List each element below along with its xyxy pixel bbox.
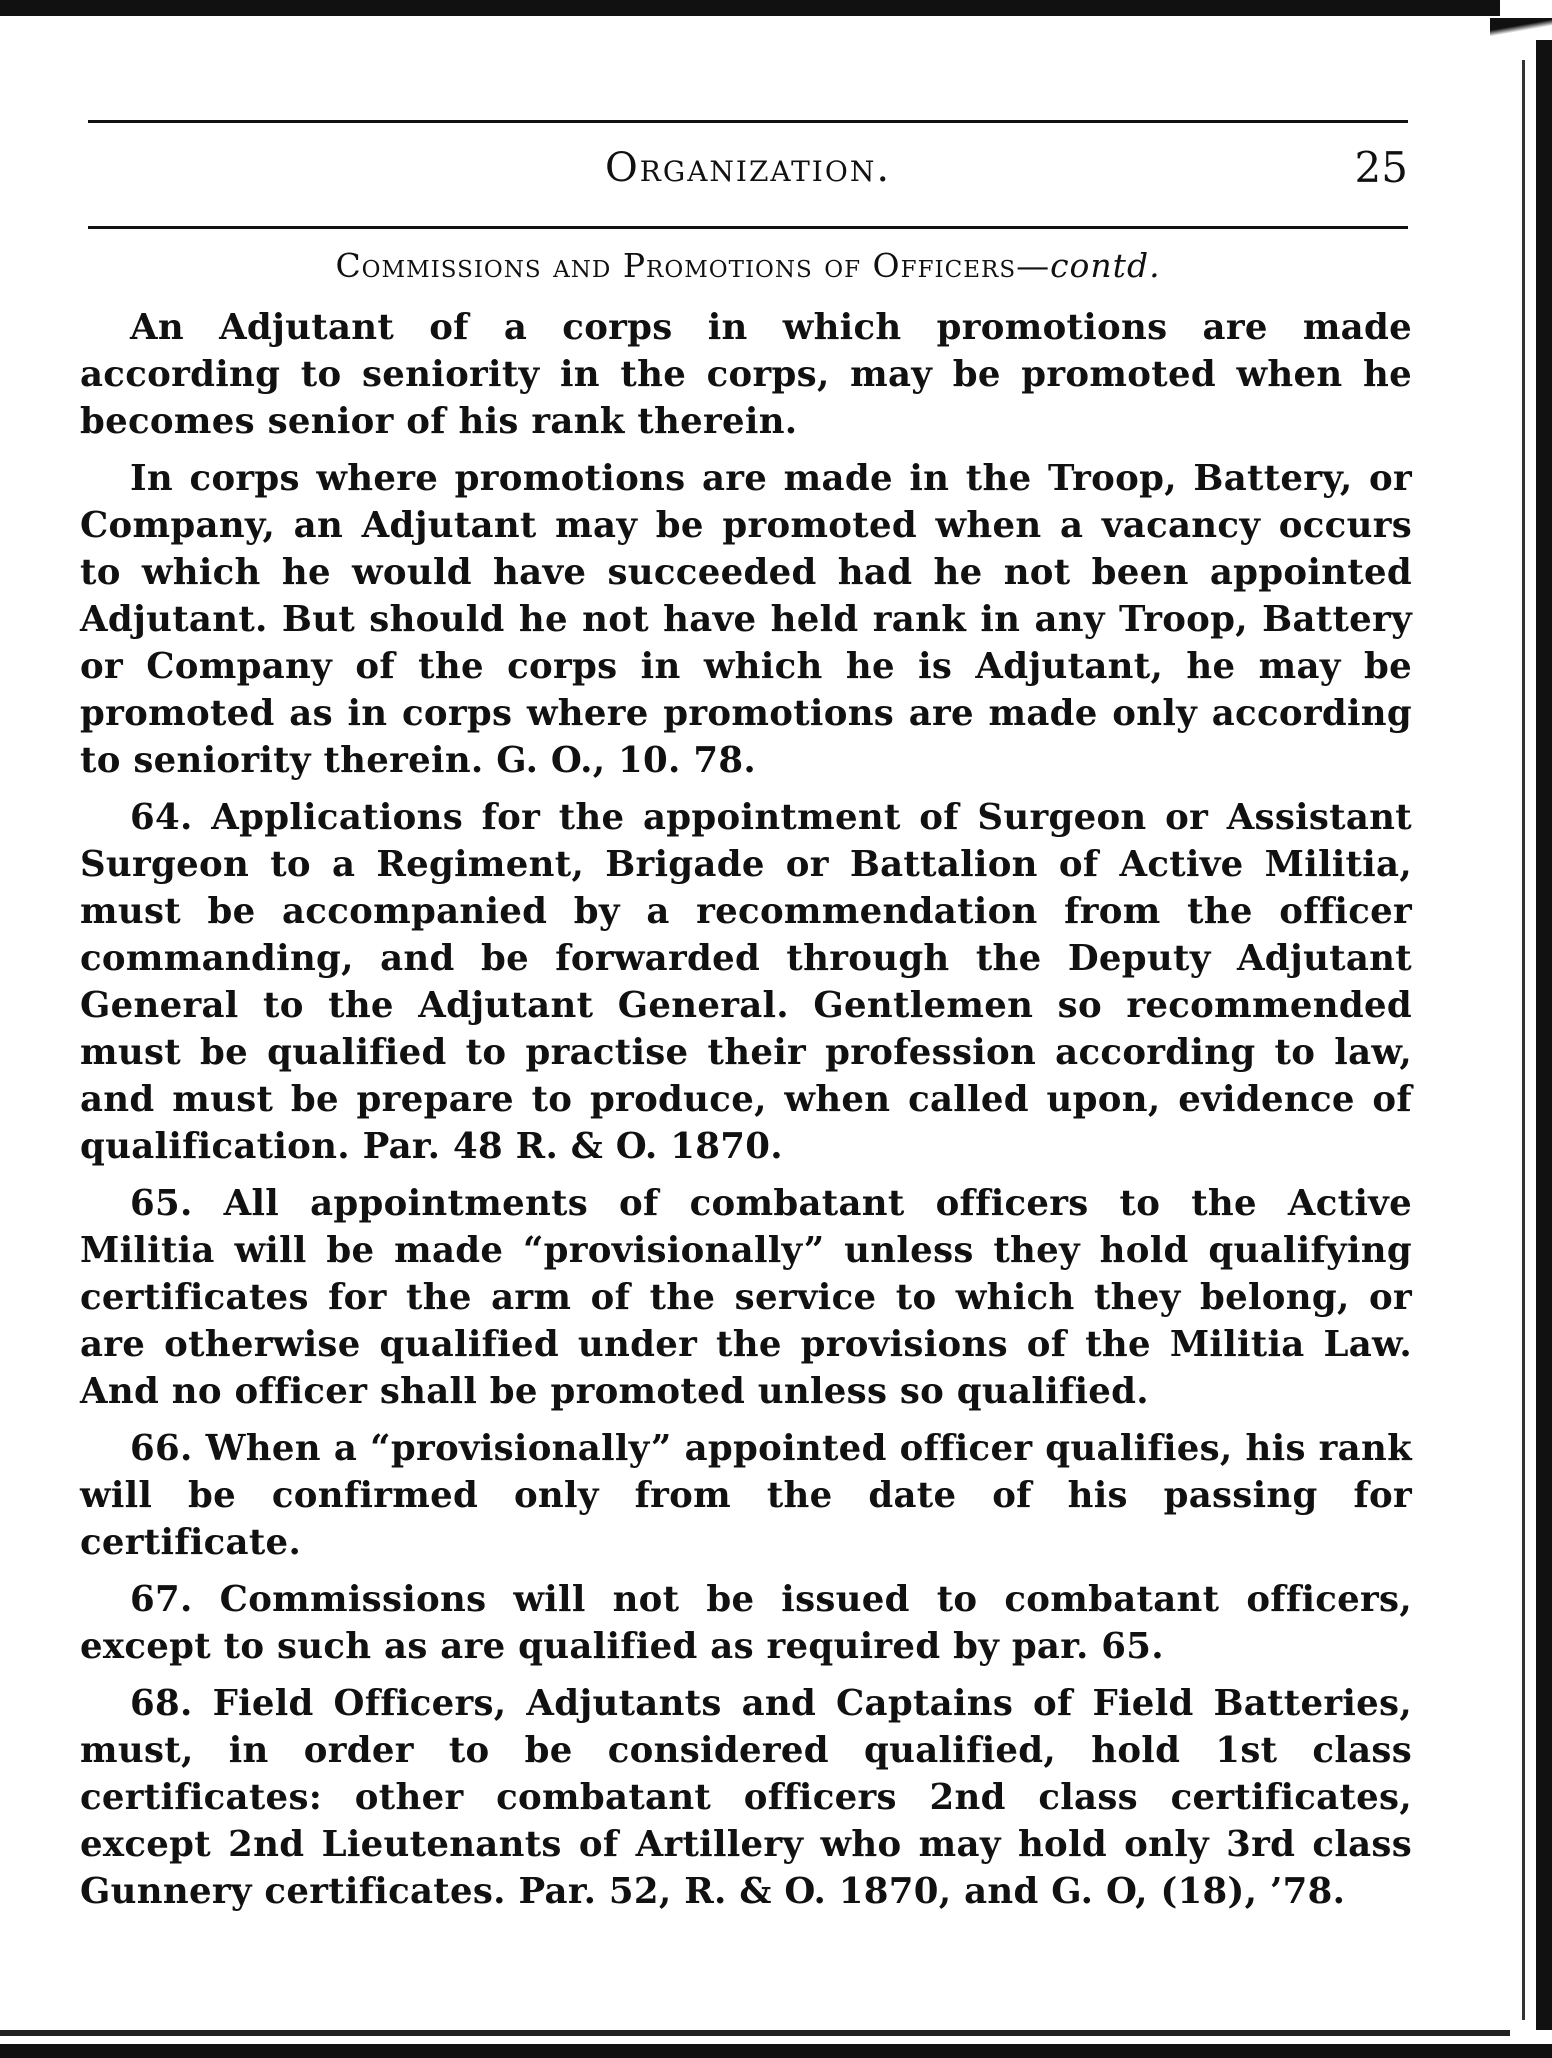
- paragraph-text: When a “provisionally” appointed officer qualifies, his rank will be confirmed only from the date of his passing for certificate.: [80, 1428, 1412, 1563]
- scan-border-bottom-inner: [0, 2030, 1510, 2036]
- body-text: [80, 304, 1412, 1925]
- scan-border-right: [1536, 40, 1552, 2030]
- paragraph-text: Applications for the appointment of Surgeon or Assistant Surgeon to a Regiment, Brigade or Battalion of Active Militia, must be accompanied by a recommendation from the officer commanding, and be forwarded through the Deputy Adjutant General to the Adjutant General. Gentlemen so recommended must be qualified to practise their profession according to law, and must be prepare to produce, when called upon, evidence of qualification. Par. 48 R. & O. 1870.: [80, 797, 1412, 1167]
- section-heading: [88, 236, 1408, 296]
- scan-border-bottom: [0, 2044, 1552, 2058]
- paragraph-65: [80, 1180, 1412, 1415]
- page-header: [88, 136, 1408, 208]
- section-heading-contd: contd.: [1050, 246, 1161, 285]
- header-rule-bottom: [88, 226, 1408, 229]
- scan-border-top: [0, 0, 1500, 16]
- header-rule-top: [88, 120, 1408, 123]
- paragraph-text: Commissions will not be issued to combatant officers, except to such as are qualified as required by par. 65.: [80, 1579, 1412, 1667]
- paragraph-number: 64.: [130, 797, 193, 838]
- paragraph-text: Field Officers, Adjutants and Captains of Field Batteries, must, in order to be considered qualified, hold 1st class certificates: other combatant officers 2nd class certificates, except 2nd Lieutenants of Artillery who may hold only 3rd class Gunnery certificates. Par. 52, R. & O. 1870, and G. O, (18), ’78.: [80, 1683, 1412, 1912]
- paragraph-67: [80, 1576, 1412, 1670]
- paragraph-text: An Adjutant of a corps in which promotions are made according to seniority in the corps, may be promoted when he becomes senior of his rank therein.: [80, 307, 1412, 442]
- paragraph-adjutant-seniority: [80, 304, 1412, 445]
- paragraph-number: 65.: [130, 1183, 193, 1224]
- paragraph-68: [80, 1680, 1412, 1915]
- scan-border-right-inner: [1522, 60, 1525, 2020]
- paragraph-number: 66.: [130, 1428, 193, 1469]
- paragraph-text: All appointments of combatant officers to the Active Militia will be made “provisionally” unless they hold qualifying certificates for the arm of the service to which they belong, or are otherwise qualified under the provisions of the Militia Law. And no officer shall be promoted unless so qualified.: [80, 1183, 1412, 1412]
- section-heading-text: Commissions and Promotions of Officers—: [335, 246, 1051, 285]
- paragraph-66: [80, 1425, 1412, 1566]
- paragraph-64: [80, 794, 1412, 1170]
- paragraph-number: 68.: [130, 1683, 193, 1724]
- paragraph-adjutant-troop: [80, 455, 1412, 784]
- scan-border-corner: [1490, 18, 1552, 38]
- paragraph-text: In corps where promotions are made in the Troop, Battery, or Company, an Adjutant may be promoted when a vacancy occurs to which he would have succeeded had he not been appointed Adjutant. But should he not have held rank in any Troop, Battery or Company of the corps in which he is Adjutant, he may be promoted as in corps where promotions are made only according to seniority therein. G. O., 10. 78.: [80, 458, 1412, 781]
- running-title: Organization.: [604, 145, 892, 191]
- paragraph-number: 67.: [130, 1579, 193, 1620]
- page-number: 25: [1354, 143, 1408, 192]
